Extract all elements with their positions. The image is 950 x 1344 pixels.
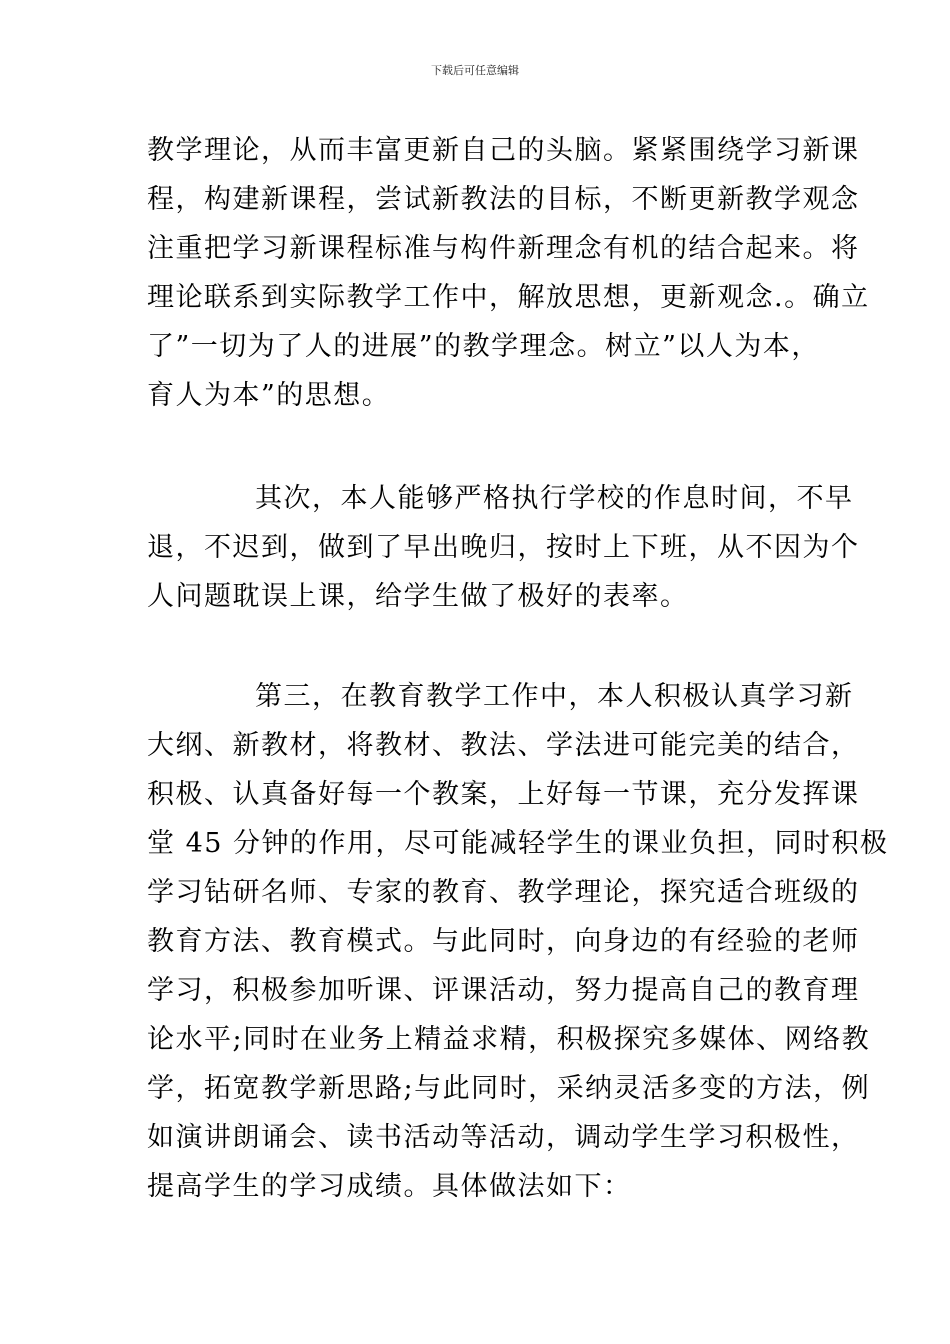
paragraph-line: 大纲、新教材，将教材、教法、学法进可能完美的结合， <box>147 730 860 761</box>
paragraph-line: 教学理论，从而丰富更新自己的头脑。紧紧围绕学习新课 <box>147 135 860 166</box>
paragraph-line: 理论联系到实际教学工作中，解放思想，更新观念.。确立 <box>147 282 870 313</box>
paragraph-1 <box>147 135 870 430</box>
paragraph-line: 学习钻研名师、专家的教育、教学理论，探究适合班级的 <box>147 877 860 908</box>
paragraph-line: 程，构建新课程，尝试新教法的目标，不断更新教学观念 <box>147 184 860 215</box>
page-header: 下载后可任意编辑 <box>431 64 519 77</box>
paragraph-line: 学，拓宽教学新思路;与此同时，采纳灵活多变的方法，例 <box>147 1073 871 1104</box>
paragraph-line: 堂 45 分钟的作用，尽可能减轻学生的课业负担，同时积极 <box>147 828 889 859</box>
paragraph-2 <box>147 483 860 631</box>
paragraph-line: 了”一切为了人的进展”的教学理念。树立”以人为本， <box>147 331 820 362</box>
paragraph-line: 人问题耽误上课，给学生做了极好的表率。 <box>147 581 689 612</box>
paragraph-3 <box>147 681 889 1221</box>
paragraph-line: 学习，积极参加听课、评课活动，努力提高自己的教育理 <box>147 975 860 1006</box>
paragraph-line: 育人为本”的思想。 <box>147 380 391 411</box>
paragraph-line: 提高学生的学习成绩。具体做法如下： <box>147 1171 632 1202</box>
paragraph-line: 如演讲朗诵会、读书活动等活动，调动学生学习积极性， <box>147 1122 860 1153</box>
paragraph-line: 论水平;同时在业务上精益求精，积极探究多媒体、网络教 <box>147 1024 871 1055</box>
paragraph-line: 教育方法、教育模式。与此同时，向身边的有经验的老师 <box>147 926 860 957</box>
paragraph-line: 其次，本人能够严格执行学校的作息时间，不早 <box>255 483 854 514</box>
paragraph-line: 积极、认真备好每一个教案，上好每一节课，充分发挥课 <box>147 779 860 810</box>
paragraph-line: 第三，在教育教学工作中，本人积极认真学习新 <box>255 681 854 712</box>
paragraph-line: 注重把学习新课程标准与构件新理念有机的结合起来。将 <box>147 233 860 264</box>
paragraph-line: 退，不迟到，做到了早出晚归，按时上下班，从不因为个 <box>147 532 860 563</box>
